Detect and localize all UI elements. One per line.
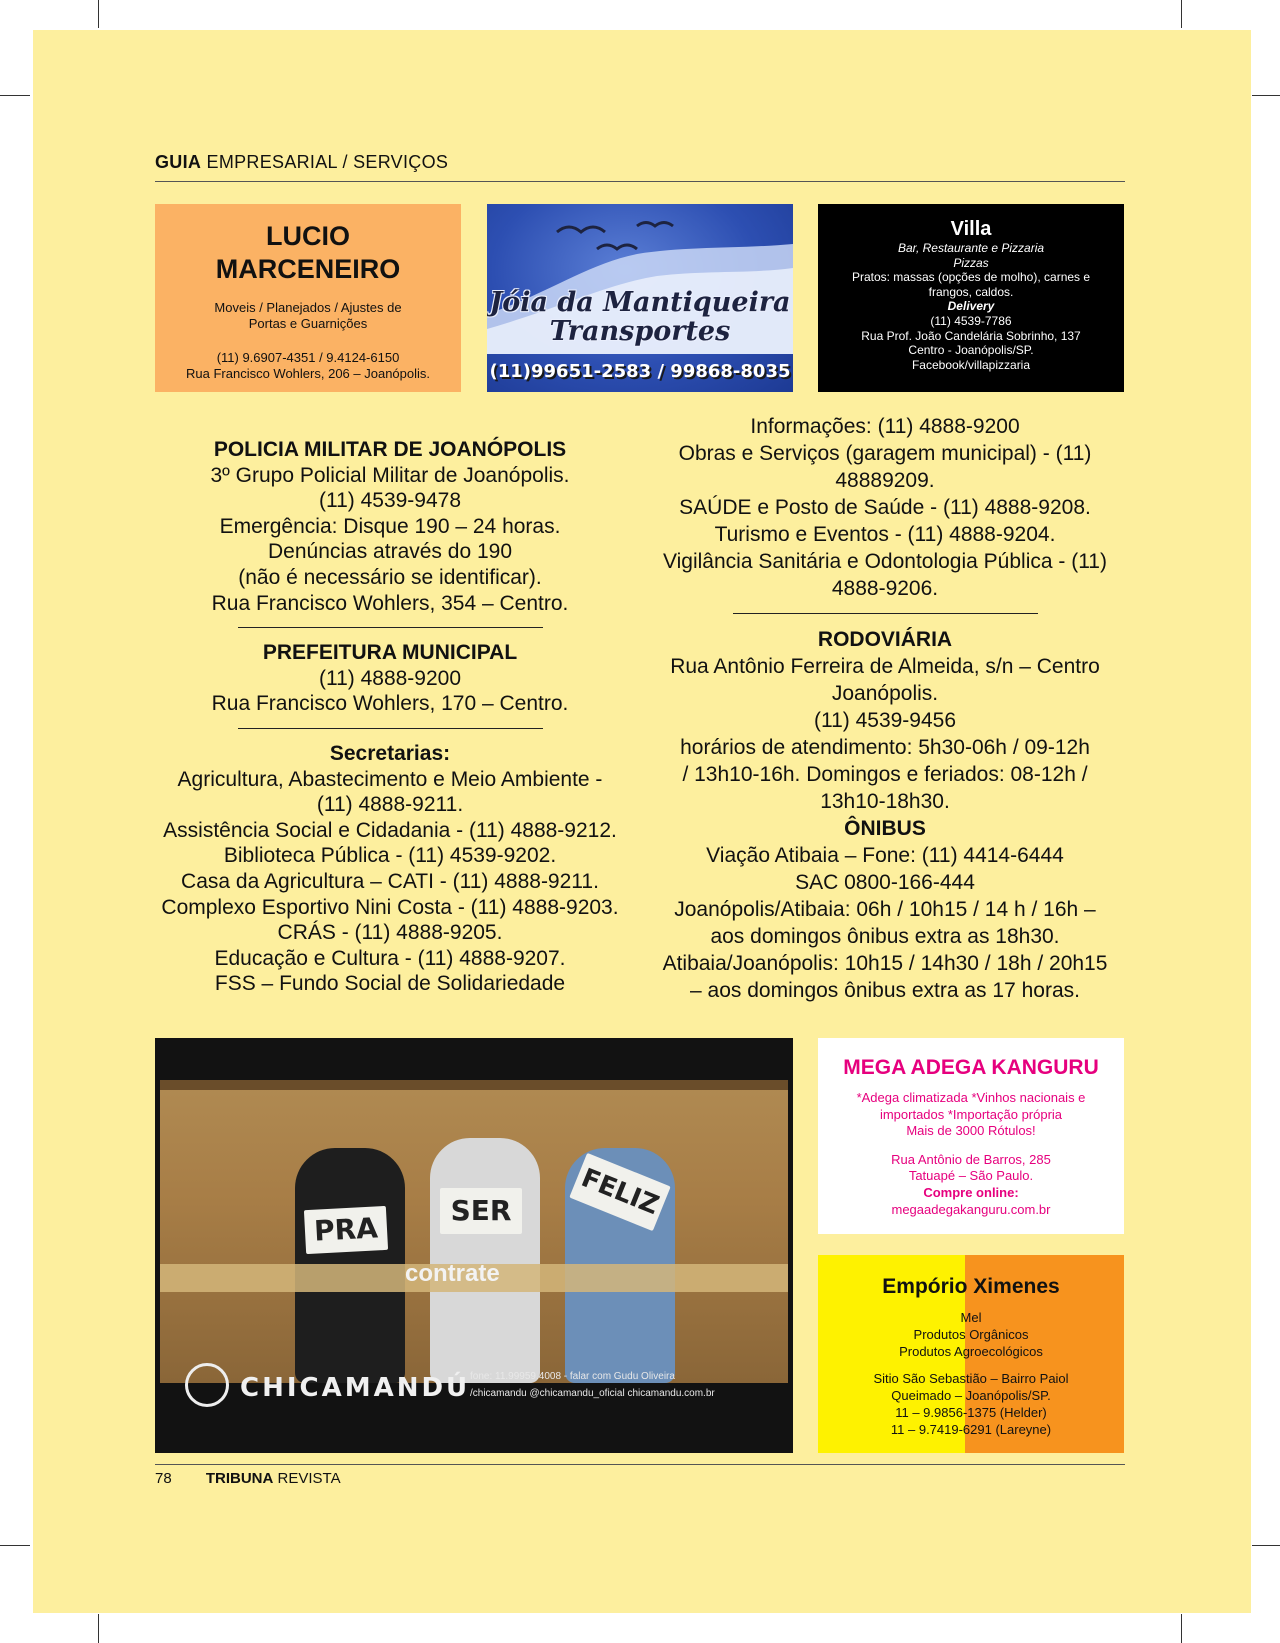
crop-mark: [1181, 0, 1182, 28]
villa-line: (11) 4539-7786: [930, 313, 1012, 328]
divider: [238, 728, 543, 729]
bus-line: – aos domingos ônibus extra as 17 horas.: [690, 979, 1080, 1002]
crop-mark: [1252, 1545, 1280, 1546]
info-line: Turismo e Eventos - (11) 4888-9204.: [714, 523, 1056, 546]
pm-line: Emergência: Disque 190 – 24 horas.: [219, 514, 561, 538]
info-line: Obras e Serviços (garagem municipal) - (11): [678, 442, 1092, 465]
contrate-text: contrate: [405, 1260, 500, 1287]
emporio-line: Produtos Orgânicos: [913, 1327, 1029, 1342]
pref-line: Rua Francisco Wohlers, 170 – Centro.: [211, 692, 569, 716]
joia-line-1: Jóia da Mantiqueira: [489, 287, 791, 318]
mega-site: megaadegakanguru.com.br: [891, 1201, 1051, 1217]
photo-beam: [160, 1080, 788, 1090]
lucio-sub-2: Portas e Guarnições: [248, 316, 368, 331]
villa-line: Pratos: massas (opções de molho), carnes e: [851, 270, 1091, 285]
right-column: [645, 413, 1125, 1004]
joia-phones: (11)99651-2583 / 99868-8035: [489, 361, 791, 382]
lucio-title-1: LUCIO: [266, 221, 350, 251]
sec-line: CRÁS - (11) 4888-9205.: [277, 921, 503, 945]
header-rule: [155, 181, 1125, 182]
villa-line: Bar, Restaurante e Pizzaria: [897, 241, 1045, 255]
mega-line: importados *Importação própria: [879, 1106, 1063, 1122]
sec-line: Biblioteca Pública - (11) 4539-9202.: [223, 844, 557, 868]
crop-mark: [1252, 95, 1280, 96]
villa-line: Centro - Joanópolis/SP.: [908, 343, 1034, 358]
sec-line: Complexo Esportivo Nini Costa - (11) 4888-9203.: [161, 895, 619, 919]
crop-mark: [98, 1614, 99, 1643]
footer-rule: [155, 1464, 1125, 1465]
emporio-line: Mel: [960, 1310, 982, 1325]
villa-title: Villa: [950, 218, 992, 240]
info-line: 4888-9206.: [831, 577, 939, 600]
villa-line: Pizzas: [953, 255, 989, 270]
lucio-sub-1: Moveis / Planejados / Ajustes de: [214, 300, 402, 315]
sign-feliz: FELIZ: [569, 1153, 670, 1231]
villa-line: frangos, caldos.: [928, 284, 1014, 299]
pref-title: PREFEITURA MUNICIPAL: [262, 641, 518, 665]
lucio-phone: (11) 9.6907-4351 / 9.4124-6150: [216, 350, 400, 365]
sec-title: Secretarias:: [329, 741, 451, 765]
footer-bold: TRIBUNA: [205, 1470, 274, 1487]
mega-title: MEGA ADEGA KANGURU: [843, 1056, 1099, 1079]
pref-line: (11) 4888-9200: [318, 666, 462, 690]
mega-addr: Tatuapé – São Paulo.: [908, 1168, 1034, 1184]
left-column: [155, 437, 625, 997]
bus-line: Atibaia/Joanópolis: 10h15 / 14h30 / 18h / 20h15: [662, 952, 1108, 975]
bus-line: SAC 0800-166-444: [795, 871, 975, 894]
pm-line: 3º Grupo Policial Militar de Joanópolis.: [210, 463, 570, 487]
joia-name: [487, 288, 793, 346]
ad-emporio-ximenes: [818, 1255, 1124, 1453]
sec-line: Agricultura, Abastecimento e Meio Ambiente -: [177, 767, 603, 791]
info-line: 48889209.: [835, 469, 935, 492]
lucio-title-2: MARCENEIRO: [215, 254, 401, 284]
ad-mega-adega-kanguru: [818, 1038, 1124, 1234]
villa-line: Rua Prof. João Candelária Sobrinho, 137: [861, 328, 1081, 343]
footer-rest: REVISTA: [277, 1470, 341, 1487]
emporio-addr: 11 – 9.9856-1375 (Helder): [895, 1405, 1047, 1420]
ad-joia-da-mantiqueira: [487, 204, 793, 392]
sec-line: Educação e Cultura - (11) 4888-9207.: [214, 946, 566, 970]
section-header: [155, 152, 448, 173]
header-rest: EMPRESARIAL / SERVIÇOS: [206, 152, 449, 172]
sec-line: FSS – Fundo Social de Solidariedade: [214, 972, 566, 996]
header-bold: GUIA: [155, 152, 202, 172]
bus-line: Viação Atibaia – Fone: (11) 4414-6444: [706, 844, 1064, 867]
joia-line-2: Transportes: [549, 316, 731, 347]
sign-ser: SER: [440, 1188, 522, 1234]
lucio-address: Rua Francisco Wohlers, 206 – Joanópolis.: [186, 366, 430, 381]
sign-pra: PRA: [304, 1206, 388, 1254]
sec-line: (11) 4888-9211.: [316, 793, 464, 817]
divider: [733, 613, 1038, 614]
pm-line: Denúncias através do 190: [268, 540, 512, 564]
pm-title: POLICIA MILITAR DE JOANÓPOLIS: [213, 438, 567, 461]
pm-line: (11) 4539-9478: [318, 489, 462, 513]
villa-line: Delivery: [947, 299, 995, 314]
chicamandu-logo-icon: [185, 1363, 229, 1407]
crop-mark: [1181, 1614, 1182, 1643]
divider: [238, 627, 543, 628]
emporio-line: Produtos Agroecológicos: [899, 1344, 1043, 1359]
sec-line: Assistência Social e Cidadania - (11) 4888-9212.: [163, 818, 617, 842]
rod-line: Rua Antônio Ferreira de Almeida, s/n – Centro: [670, 655, 1100, 678]
ad-villa-pizzaria: [818, 204, 1124, 392]
bus-title: ÔNIBUS: [844, 817, 926, 840]
rod-line: horários de atendimento: 5h30-06h / 09-12h: [680, 736, 1090, 759]
pm-line: (não é necessário se identificar).: [238, 565, 542, 589]
rod-line: / 13h10-16h. Domingos e feriados: 08-12h /: [682, 763, 1088, 786]
crop-mark: [0, 95, 30, 96]
info-line: Informações: (11) 4888-9200: [750, 415, 1020, 438]
mega-addr: Rua Antônio de Barros, 285: [891, 1151, 1051, 1167]
page-footer: [155, 1470, 341, 1487]
emporio-title: Empório Ximenes: [882, 1275, 1060, 1298]
crop-mark: [98, 0, 99, 28]
mega-line: Mais de 3000 Rótulos!: [906, 1123, 1036, 1139]
emporio-addr: Queimado – Joanópolis/SP.: [891, 1388, 1051, 1403]
info-line: SAÚDE e Posto de Saúde - (11) 4888-9208.: [679, 496, 1091, 519]
info-line: Vigilância Sanitária e Odontologia Pública - (11): [663, 550, 1107, 573]
chicamandu-social: /chicamandu @chicamandu_oficial chicamandu.com.br: [470, 1388, 715, 1399]
crop-mark: [0, 1545, 30, 1546]
page-number: 78: [155, 1470, 172, 1487]
villa-line: Facebook/villapizzaria: [911, 357, 1031, 372]
emporio-addr: 11 – 9.7419-6291 (Lareyne): [890, 1422, 1052, 1437]
ad-chicamandu: [155, 1038, 793, 1453]
rod-line: 13h10-18h30.: [820, 790, 950, 813]
rod-line: Joanópolis.: [831, 682, 939, 705]
emporio-addr: Sitio São Sebastião – Bairro Paiol: [873, 1371, 1069, 1386]
bus-line: Joanópolis/Atibaia: 06h / 10h15 / 14 h / 16h –: [674, 898, 1096, 921]
rod-line: (11) 4539-9456: [813, 709, 957, 732]
mega-online: Compre online:: [923, 1184, 1019, 1200]
chicamandu-brand: CHICAMANDÚ: [240, 1373, 471, 1403]
ad-lucio-marceneiro: [155, 204, 461, 392]
pm-line: Rua Francisco Wohlers, 354 – Centro.: [211, 591, 569, 615]
sec-line: Casa da Agricultura – CATI - (11) 4888-9211.: [181, 869, 599, 893]
mega-line: *Adega climatizada *Vinhos nacionais e: [856, 1090, 1086, 1105]
bus-line: aos domingos ônibus extra as 18h30.: [710, 925, 1060, 948]
rod-title: RODOVIÁRIA: [817, 628, 953, 651]
chicamandu-phone: fone: 11.99959.4008 - falar com Gudu Oliveira: [470, 1371, 675, 1382]
